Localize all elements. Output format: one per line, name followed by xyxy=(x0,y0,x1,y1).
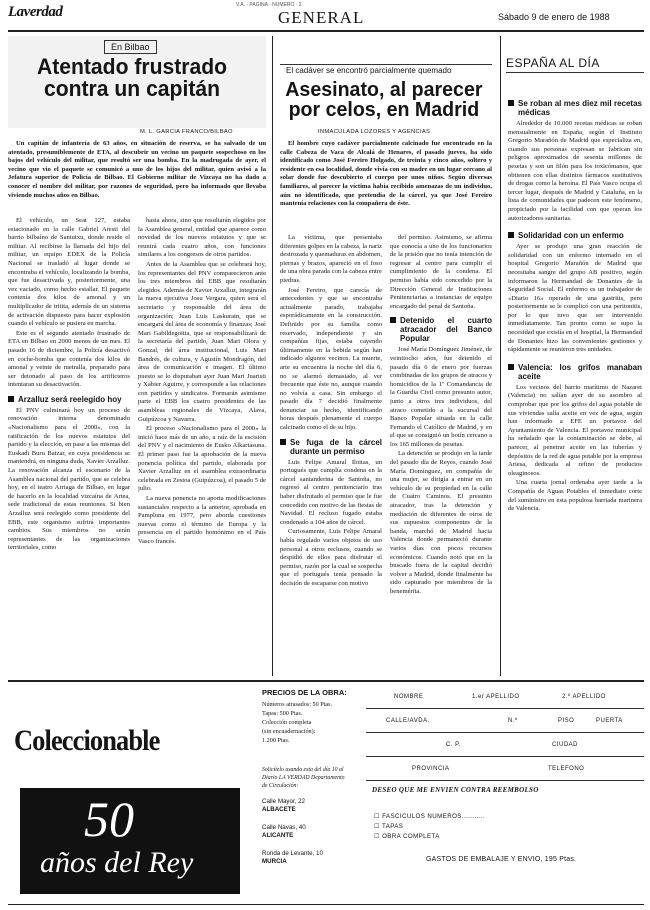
request-line: Solicítelo usando esta del día 10 al xyxy=(262,767,344,773)
price-line: Números atrasados: 50 Ptas. xyxy=(262,701,333,708)
center-col2-para: La detención se produjo en la tarde del pasado día de Reyes, cuando José María Domínguez, en compañía de una mujer, se dirigía a entrar en un vehículo de su propiedad en la calle de Cuatro Caminos. El presunto atracador, tras la detención y mediación de diferentes de otros de sus supuestos componentes de la banda, marchó de Madrid hacia Valencia donde permaneció durante varios días con pocos recursos económicos. Cuando notó que en la buscado fuera de la capital decidió volver a Madrid, donde finalmente ha sido capturado por miembros de la benemérita. xyxy=(390,450,492,595)
advert-logo-text: años del Rey xyxy=(40,846,194,879)
sidebar-title: ESPAÑA AL DÍA xyxy=(506,56,600,70)
left-headline-line-1: Atentado frustrado xyxy=(36,54,228,79)
order-options xyxy=(374,812,485,842)
price-line: 1.200 Ptas. xyxy=(262,737,290,744)
square-bullet-icon xyxy=(390,317,396,323)
price-line: Colección completa xyxy=(262,719,312,726)
field-label-apellido1: 1.er APELLIDO xyxy=(472,694,520,700)
center-col-1 xyxy=(280,234,382,676)
sidebar-title-rule xyxy=(506,72,644,73)
request-line: de Circulación: xyxy=(262,783,299,789)
section-title: GENERAL xyxy=(278,8,365,27)
sidebar-item-headline: Valencia: los grifos manaban aceite xyxy=(508,363,642,381)
center-col1-para: La víctima, que presentaba diferentes golpes en la cabeza, la nariz destrozada y quemaduras en abdomen, piernas y brazos, apareció en el foso de una obra parada con la cabeza entre piedras. xyxy=(280,234,382,284)
address-city: ALBACETE xyxy=(262,806,296,813)
newspaper-logo: Laverdad xyxy=(8,4,63,20)
center-col2-para: del permiso. Asimismo, se afirma que conocía a uno de los funcionarios de la prisión que no tenía intención de regresar al centro para cumplir el cumplimiento de la condena. El permiso había sido concedido por la Dirección General de Instituciones Penitenciarias a instancias de equipo encargado del penal de Santoña. xyxy=(390,234,492,310)
left-col1-para: El vehículo, un Seat 127, estaba estacionado en la calle Gabriel Aresti del barrio bilbaíno de Santutxu, donde reside el militar. Al recibirse la llamada del hijo del militar, un equipo EDEX de la Policía Nacional se trasladó al lugar donde se encontraba el vehículo, localizando la bomba, que fue desactivada y, posteriormente, una vez vaciado, como hecho estallar. El paquete contenía dos kilos de amonal y un multiplicador de tritita, además de un sistema de activación dispuesto para hacer explosión cuando el vehículo se pusiera en marcha. xyxy=(8,217,130,328)
address-list xyxy=(262,798,360,866)
address-city: MURCIA xyxy=(262,858,287,865)
center-headline-line-2: por celos, en Madrid xyxy=(288,99,480,121)
publication-date: Sábado 9 de enero de 1988 xyxy=(498,12,610,22)
sidebar-item-para: Alrededor de 10.000 recetas médicas se roban mensualmente en España, según el Instituto Gregorio Marañón de Madrid que especializa en, cuando sus personas expresan se fabrican sin peligros aproximados de sesenta millones de pesetas y son un filón para los toxicómanos, que obtienen con ellas distintos fármacos sustitutivos de drogas como la heroína. El País Vasco ocupa el tercer lugar, después de Madrid y Cataluña, en la lista de comunidades que padecen este fenómeno, propiciado por la facilidad con que operan los autorizadores sanitarias. xyxy=(508,120,642,222)
left-kicker: En Bilbao xyxy=(104,40,157,54)
request-info xyxy=(262,766,360,790)
price-line: (sin encuadernación): xyxy=(262,728,316,735)
advert-logo-box xyxy=(20,788,240,894)
square-bullet-icon xyxy=(508,232,514,238)
left-lede: Un capitán de infantería de 63 años, en situación de reserva, se ha salvado de un atentado, presumiblemente de ETA, al descubrir un vecino un paquete sospechoso en los bajos del vehículo del militar, que resultó ser una bomba. En la madrugada de ayer, el vecino que vio el paquete se comunicó a uno de los hijos del militar, quien avisó a la Jefatura superior de Policía de Bilbao. El Gobierno militar de Vizcaya no ha dado a conocer el nombre del militar, por razones de seguridad, pero ha informado que llevaba viviendo muchos años en Bilbao. xyxy=(8,140,266,199)
sidebar-item-headline: Se roban al mes diez mil recetas médicas xyxy=(508,99,642,117)
square-bullet-icon xyxy=(508,100,514,106)
sidebar-item-para: Una cuarta jornal ordenaba ayer tarde a la Compañía de Aguas Potables el inmediato corte del suministro en esta populosa barriada marinera de Valencia. xyxy=(508,479,642,513)
left-col-2 xyxy=(138,217,266,677)
center-col1-para: Luis Felipe Amaral Iloitas, un portugués que cumplía condena en la cárcel santanderina de Santoña, no regresó al centro penitenciario tras haber disfrutado el permiso que le fue concedido con motivo de las fiestas de Navidad. El recluso fugado estaba condenado a 104 años de cárcel. xyxy=(280,458,382,526)
masthead-rule xyxy=(8,30,644,32)
address-city: ALICANTE xyxy=(262,832,294,839)
field-label-piso: PISO xyxy=(558,718,575,724)
left-col2-para: Antes de la Asamblea que se celebrará hoy, los representantes del PNV comparecieron ante los tres miembros del EBB que resultarán elegidos. Además de Xavier Arzalluz, integrarán la nueva ejecutiva Josu Vergara, quien será el secretario y responsable del área de organización; Juan Luis Laskurain, que se encargará del área de economía y finanzas; José Mari Gabildegoitia, que se responsabilizará de la secretaría del partido, Juan Mari Olora y Gonzal, del área institucional, Luis Mari Bandrés, de cultura, y Agustín Mondragón, del área de comunicación e imagen. El último puesto se lo disputaban ayer Juan Mari Juaristi y Xabier Aguirre, y corresponde a las relaciones con partidos y sindicatos. Formarán asimismo parte el EBB los cuatro presidentes de las asambleas regionales de Vizcaya, Alava, Guipúzcoa y Navarra. xyxy=(138,260,266,423)
center-headline xyxy=(280,80,488,120)
checkbox-icon[interactable]: ☐ xyxy=(374,823,380,830)
square-bullet-icon xyxy=(280,439,286,445)
field-label-puerta: PUERTA xyxy=(596,718,623,724)
field-label-cp: C. P. xyxy=(446,742,462,748)
advert-top-rule xyxy=(8,680,644,682)
column-divider-left xyxy=(272,36,273,676)
sidebar-item-para: Los vecinos del barrio marítimo de Nazaret (Valencia) no salían ayer de su asombro al comprobar que por los grifos del agua potable de sus viviendas salía aceite en vez de agua, según han informado a EFE un portavoz del Ayuntamiento de Valencia. El portavoz municipal ha señalado que la contaminación se debe, al parecer, al penetrar aceite en las tuberías y depósitos de la red de agua potable por la empresa Ariesa, dedicada al refino de productos oleaginosos. xyxy=(508,383,642,477)
request-line: Diario LA VERDAD Departamento xyxy=(262,775,345,781)
order-form xyxy=(366,686,644,900)
advert-title: Coleccionable xyxy=(14,724,160,757)
prices-title: PRECIOS DE LA OBRA: xyxy=(262,688,347,697)
page-bottom-rule xyxy=(8,904,644,905)
left-col2-para: El proceso «Nacionalismo para el 2000» la inició hace más de un año, a raíz de la escisión del PNV y el nacimiento de Eusko Alkartasuna. El primer paso fue la aprobación de la nueva ponencia política del partido, elaborada por Xavier Arzalluz en el asamblea extraordinaria celebrada en Zestoa (Guipúzcoa), el pasado 5 de julio. xyxy=(138,425,266,493)
center-col1-para: Curiosamente, Luis Felipe Amaral había regulado varios objetos de uso personal a otros reclusos, cuando se despidió de ellos para disfrutar el permiso, razón por la cual se sospecha que el portugués tenía pensado la decisión de escaparse con motivo xyxy=(280,528,382,587)
left-headline-line-2: contra un capitán xyxy=(43,76,221,101)
price-line: Tapas: 500 Ptas. xyxy=(262,710,303,717)
field-label-provincia: PROVINCIA xyxy=(412,766,450,772)
sidebar-item-headline: Solidaridad con un enfermo xyxy=(508,231,642,240)
checkbox-icon[interactable]: ☐ xyxy=(374,833,380,840)
center-byline: INMACULADA LOZORES Y AGENCIAS xyxy=(318,129,431,135)
field-label-numero: N.º xyxy=(508,718,518,724)
field-label-apellido2: 2.º APELLIDO xyxy=(562,694,606,700)
center-col1-para: José Fereiro, que carecía de antecedentes y que se encontraba actualmente parado, trabajaba esporádicamente en la construcción. Definido por su familia como reservado, independiente y sin compañías fijas, estaba cayendo últimamente en la bebida según han indicado algunos vecinos. La muerte, arte su encuentra la noche del día 6, no se alarmó demasiado, al ver frecuente que éste no, aunque cuando no volvía a casa. Sin embargo el pasado día 7 decidió finalmente denunciar su hecho, identificando horas después plenamente el cuerpo calcinado como el de su hijo. xyxy=(280,286,382,432)
left-byline: M. L. GARCIA FRANCO/BILBAO xyxy=(140,129,233,135)
address-street: Calle Navas, 40 xyxy=(262,824,306,831)
sidebar-content xyxy=(508,94,642,676)
price-list xyxy=(262,700,358,745)
sidebar-item-para: Ayer se produjo una gran reacción de solidaridad con un enfermo internado en el hospital Gregorio Marañón de Madrid que necesitaba sangre del grupo AB positivo, según informaron la Hermandad de Donantes de la Seguridad Social. El enfermo es un trabajador de «Diario 16» operado de una gastritis, pero posteriormente se le complicó con una peritonitis, por lo que tuvo que ser intervenido inmediatamente. Tan pronto como se supo la necesidad que existía en el hospital, la Hermandad de Donantes hizo las convenientes gestiones y rápidamente se reunieron tres unidades. xyxy=(508,243,642,354)
form-line xyxy=(366,780,644,781)
option-obra-completa[interactable]: ☐ OBRA COMPLETA xyxy=(374,833,440,840)
left-col1-subhead: Arzalluz será reelegido hoy xyxy=(8,395,130,404)
left-col-1 xyxy=(8,217,130,677)
option-tapas[interactable]: ☐ TAPAS xyxy=(374,823,404,830)
left-col2-para: La nueva ponencia no aporta modificaciones sustanciales respecto a la anterior, aprobada en Pamplona en 1977, pero aborda cuestiones nuevas como el término de Europa y la presencia en el partido homónimo en el País Vasco francés. xyxy=(138,495,266,545)
center-kicker: El cadáver se encontró parcialmente quemado xyxy=(286,66,452,75)
square-bullet-icon xyxy=(508,364,514,370)
checkbox-icon[interactable]: ☐ xyxy=(374,813,380,820)
form-line xyxy=(366,732,644,733)
column-divider-right xyxy=(500,36,501,676)
reembolso-text: DESEO QUE ME ENVIEN CONTRA REEMBOLSO xyxy=(372,786,539,794)
field-label-calle: CALLE/AVDA. xyxy=(386,718,430,724)
shipping-cost: GASTOS DE EMBALAJE Y ENVIO, 195 Ptas. xyxy=(426,856,577,863)
center-col1-subhead: Se fuga de la cárcel durante un permiso xyxy=(280,438,382,456)
square-bullet-icon xyxy=(8,396,14,402)
left-col1-para: El PNV culminará hoy un proceso de renovación interna denominado «Nacionalismo para el 2000», con la ratificación de los nuevos estatutos del partido y la elección, en pase a las mismas del Euskadi Buru Batzar, en cuya presidencia se mantendrá, en ninguna duda, Xavier Arzalluz. La renovación alcanza el escenario de la Asamblea nacional del partido, que se celebra hoy, en el teatro Arriaga de Bilbao, en lugar de hacerlo en la localidad vizcaína de Artea, sede tradicional de estas reuniones. Si bien Arzalluz será reelegido como presidente del EBB, este organismo sufrirá importantes cambios. Sus miembros no serán representantes de las organizaciones territoriales, como xyxy=(8,406,130,552)
form-line xyxy=(366,756,644,757)
center-headline-line-1: Asesinato, al parecer xyxy=(285,79,483,101)
advert-logo-number: 50 xyxy=(84,791,134,847)
page-info: V.A. · PAGINA · NUMERO · 2 xyxy=(236,2,302,8)
field-label-ciudad: CIUDAD xyxy=(552,742,579,748)
field-label-nombre: NOMBRE xyxy=(394,694,424,700)
center-lede: El hombre cuyo cadáver parcialmente calcinado fue encontrado en la calle Cabeza de Vaca de Alcalá de Henares, el pasado jueves, ha sido identificado como José Fereiro Holgado, de treinta y cinco años, soltero y residente en esa localidad, donde vivía con su madre en un lugar cercano al solar donde fue descubierto el cuerpo por unos niños. Según diversas familiares, al parecer la víctima había recibido amenazas de un individuo, aún no identificado, que pretendía de la cárcel, ya que José Fereiro mantenía relaciones con la compañera de éste. xyxy=(280,140,492,208)
left-col1-para: Este es el segundo atentado frustrado de ETA en Bilbao en 2000 menos de un mes. El pasado 16 de diciembre, la Policía desactivó en coche-bomba que contenía dos kilos de amonal y veinte de metralla, preparado para ser detonado al paso de los artificieros intentaran su desactivación. xyxy=(8,329,130,389)
address-street: Calle Mayor, 22 xyxy=(262,798,305,805)
form-line xyxy=(366,708,644,709)
left-col2-para: hasta ahora, sino que resultarán elegidos por la Asamblea general, entidad que aparece como novedad de los nuevos estatutos y que se reunirá cada cuatro años, con funciones similares a los congresos de otros partidos. xyxy=(138,217,266,259)
field-label-telefono: TELEFONO xyxy=(548,766,585,772)
center-col2-subhead: Detenido el cuarto atracador del Banco Popular xyxy=(390,316,492,343)
center-col-2 xyxy=(390,234,492,676)
address-street: Ronda de Levante, 10 xyxy=(262,850,323,857)
option-fasciculos[interactable]: ☐ FASCICULOS NUMEROS........... xyxy=(374,813,486,820)
center-col2-para: José María Domínguez Jiménez, de veintiocho años, fue detenido el pasado día 6 de enero por fuerzas combinadas de los grupos de atracos y homicidios de la 1ª Comandancia de la Guardia Civil como presunto autor, junto a otros tres individuos, del atraco cometido a la sucursal del Banco Popular situada en la calle Fernando el Católico de Madrid, y en el que se consiguió un botín cercano a los 165 millones de pesetas. xyxy=(390,346,492,448)
left-headline xyxy=(12,56,252,100)
center-top-rule xyxy=(280,64,492,65)
